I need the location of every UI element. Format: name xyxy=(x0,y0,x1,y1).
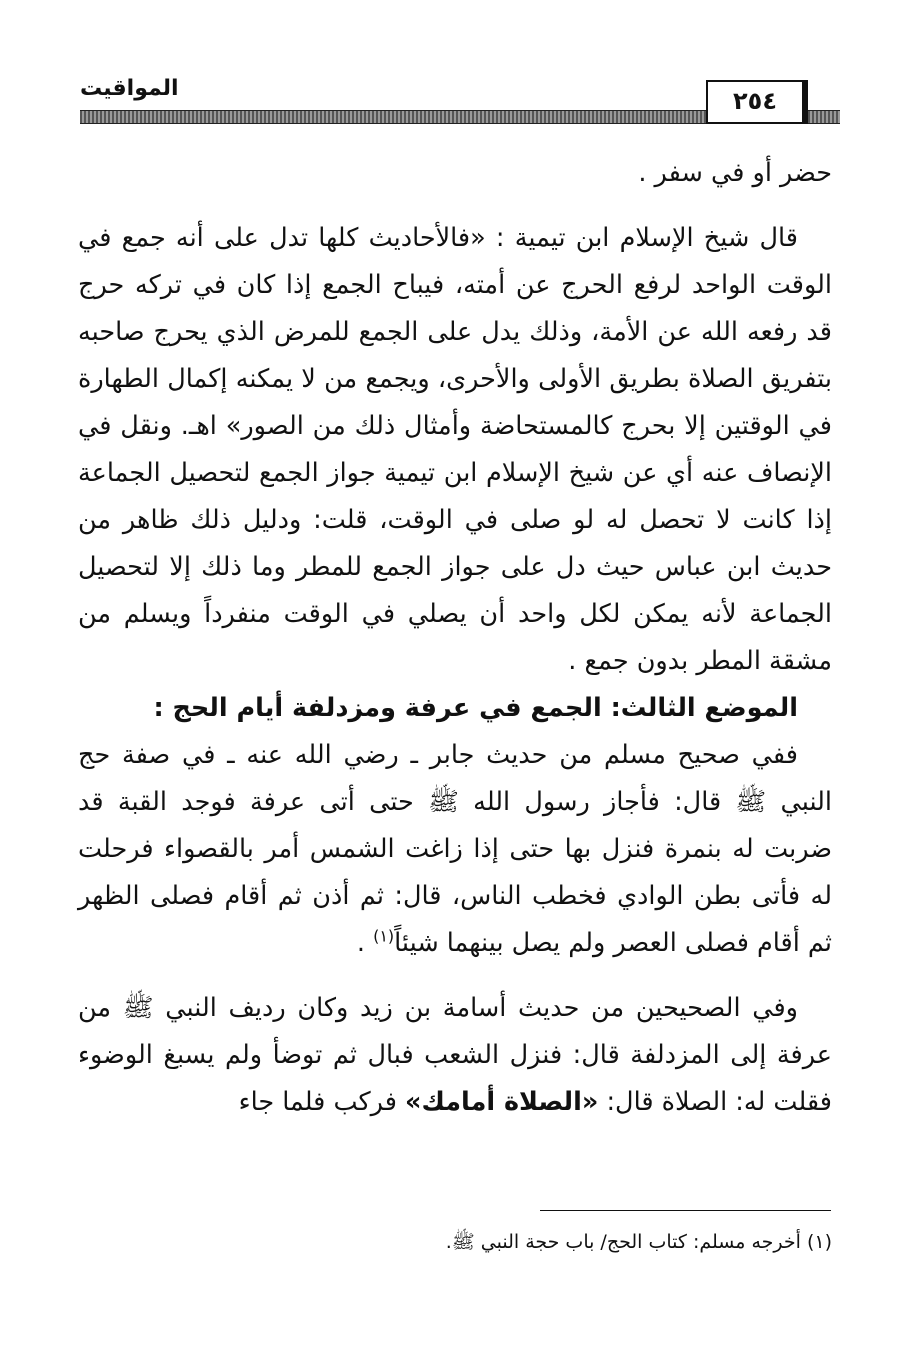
paragraph-gap xyxy=(78,967,832,985)
running-title: المواقيت xyxy=(80,76,179,101)
paragraph: قال شيخ الإسلام ابن تيمية : «فالأحاديث كلها تدل على أنه جمع في الوقت الواحد لرفع الحرج عن أمته، فيباح الجمع إذا كان في تركه حرج قد رفعه الله عن الأمة، وذلك يدل على الجمع للمرض الذي يحرج صاحبه بتفريق الصلاة بطريق الأولى والأحرى، ويجمع من لا يمكنه إكمال الطهارة في الوقتين إلا بحرج كالمستحاضة وأمثال ذلك من الصور» اهـ. ونقل في الإنصاف عنه أي عن شيخ الإسلام ابن تيمية جواز الجمع لتحصيل الجماعة إذا كانت لا تحصل له لو صلى في الوقت، قلت: ودليل ذلك ظاهر من حديث ابن عباس حيث دل على جواز الجمع للمطر وما ذلك إلا لتحصيل الجماعة لأنه يمكن لكل واحد أن يصلي في الوقت منفرداً ويسلم من مشقة المطر بدون جمع . xyxy=(78,223,832,676)
footnote-separator xyxy=(540,1210,831,1211)
quoted-speech: «الصلاة أمامك» xyxy=(405,1087,599,1117)
paragraph-text: ففي صحيح مسلم من حديث جابر ـ رضي الله عنه ـ في صفة حج النبي ﷺ قال: فأجاز رسول الله ﷺ حتى أتى عرفة فوجد القبة قد ضربت له بنمرة فنزل بها حتى إذا زاغت الشمس أمر بالقصواء فرحلت له فأتى بطن الوادي فخطب الناس، قال: ثم أذن ثم أقام فصلى الظهر ثم أقام فصلى العصر ولم يصل بينهما شيئاً xyxy=(78,740,832,958)
footnote-reference: (١) xyxy=(373,926,395,946)
paragraph-gap xyxy=(78,197,832,215)
section-heading: الموضع الثالث: الجمع في عرفة ومزدلفة أيام الحج : xyxy=(153,693,798,723)
page-number: ٢٥٤ xyxy=(706,80,804,124)
paragraph xyxy=(78,985,832,1126)
paragraph-text: وفي الصحيحين من حديث أسامة بن زيد وكان رديف النبي ﷺ من عرفة إلى المزدلفة قال: فنزل الشعب فبال ثم توضأ ولم يسبغ الوضوء فقلت له: الصلاة قال: xyxy=(78,993,832,1117)
paragraph-text: . xyxy=(356,928,374,958)
paragraph-text: فركب فلما جاء xyxy=(238,1087,406,1117)
paragraph: حضر أو في سفر . xyxy=(638,158,832,188)
paragraph xyxy=(78,732,832,967)
footnotes xyxy=(78,1225,832,1259)
footnote: (١) أخرجه مسلم: كتاب الحج/ باب حجة النبي ﷺ. xyxy=(445,1231,832,1253)
page-header xyxy=(80,72,840,128)
main-text xyxy=(78,150,832,1126)
